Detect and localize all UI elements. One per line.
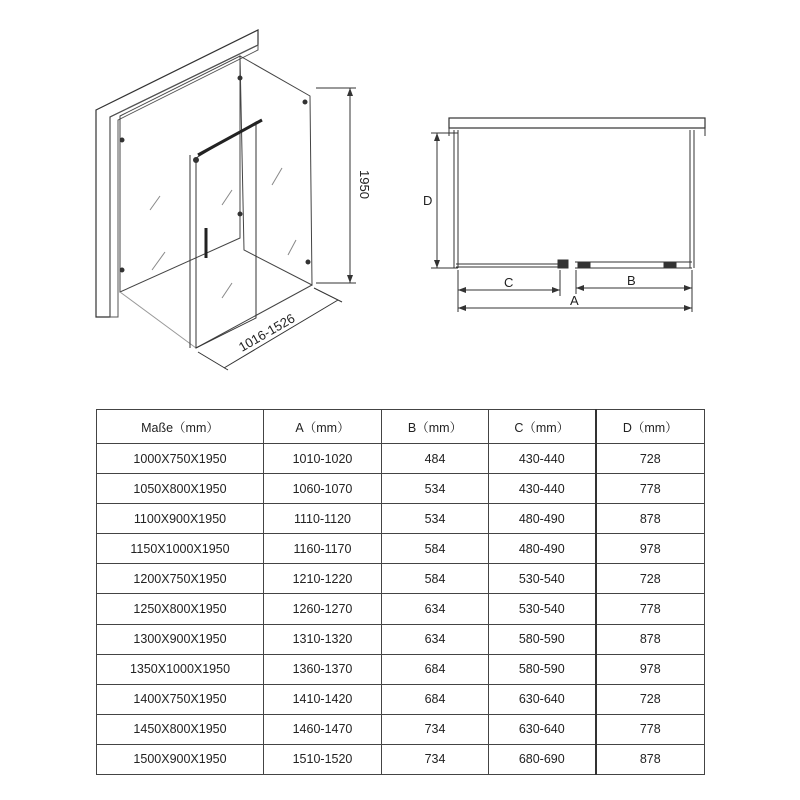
cell-c: 430-440 [489, 474, 596, 504]
cell-d: 778 [596, 474, 705, 504]
table-row [97, 504, 705, 534]
cell-b: 584 [382, 564, 489, 594]
label-a: A [570, 293, 579, 308]
cell-c: 530-540 [489, 594, 596, 624]
cell-b: 634 [382, 624, 489, 654]
header-masse: Maße（mm） [97, 410, 264, 444]
cell-d: 878 [596, 624, 705, 654]
cell-b: 584 [382, 534, 489, 564]
cell-c: 630-640 [489, 714, 596, 744]
label-d: D [423, 193, 433, 208]
table-row [97, 444, 705, 474]
cell-d: 978 [596, 654, 705, 684]
cell-size: 1500X900X1950 [97, 744, 264, 774]
cell-size: 1250X800X1950 [97, 594, 264, 624]
plan-view [431, 118, 705, 312]
cell-b: 684 [382, 684, 489, 714]
width-label: 1016-1526 [236, 310, 298, 355]
cell-d: 778 [596, 714, 705, 744]
cell-d: 978 [596, 534, 705, 564]
table-header-row [97, 410, 705, 444]
cell-a: 1210-1220 [264, 564, 382, 594]
header-b: B（mm） [382, 410, 489, 444]
cell-size: 1300X900X1950 [97, 624, 264, 654]
cell-d: 878 [596, 504, 705, 534]
cell-a: 1010-1020 [264, 444, 382, 474]
table-row [97, 624, 705, 654]
cell-d: 728 [596, 444, 705, 474]
cell-c: 480-490 [489, 534, 596, 564]
cell-size: 1000X750X1950 [97, 444, 264, 474]
cell-d: 728 [596, 564, 705, 594]
cell-b: 734 [382, 714, 489, 744]
table-row [97, 564, 705, 594]
cell-a: 1410-1420 [264, 684, 382, 714]
cell-size: 1100X900X1950 [97, 504, 264, 534]
cell-a: 1060-1070 [264, 474, 382, 504]
width-dimension-line [224, 300, 338, 368]
cell-b: 534 [382, 504, 489, 534]
cell-a: 1510-1520 [264, 744, 382, 774]
side-glass-panel [240, 56, 312, 285]
label-c: C [504, 275, 514, 290]
header-c: C（mm） [489, 410, 596, 444]
cell-size: 1350X1000X1950 [97, 654, 264, 684]
cell-b: 734 [382, 744, 489, 774]
table-body [97, 444, 705, 775]
table-row [97, 474, 705, 504]
table-row [97, 684, 705, 714]
table-row [97, 594, 705, 624]
isometric-shower-view [96, 30, 356, 370]
cell-a: 1110-1120 [264, 504, 382, 534]
cell-size: 1450X800X1950 [97, 714, 264, 744]
cell-b: 484 [382, 444, 489, 474]
height-label: 1950 [357, 170, 372, 199]
cell-d: 878 [596, 744, 705, 774]
table-row [97, 534, 705, 564]
cell-a: 1160-1170 [264, 534, 382, 564]
cell-b: 534 [382, 474, 489, 504]
plan-wall [449, 118, 705, 128]
cell-b: 684 [382, 654, 489, 684]
cell-d: 728 [596, 684, 705, 714]
cell-b: 634 [382, 594, 489, 624]
dimension-table [96, 409, 705, 775]
cell-c: 530-540 [489, 564, 596, 594]
cell-size: 1150X1000X1950 [97, 534, 264, 564]
back-glass-panel [120, 56, 240, 292]
cell-d: 778 [596, 594, 705, 624]
cell-c: 480-490 [489, 504, 596, 534]
cell-c: 680-690 [489, 744, 596, 774]
cell-size: 1400X750X1950 [97, 684, 264, 714]
slide-rail [198, 120, 262, 155]
cell-size: 1050X800X1950 [97, 474, 264, 504]
cell-a: 1460-1470 [264, 714, 382, 744]
cell-c: 580-590 [489, 624, 596, 654]
cell-c: 430-440 [489, 444, 596, 474]
cell-a: 1360-1370 [264, 654, 382, 684]
cell-a: 1310-1320 [264, 624, 382, 654]
table-row [97, 654, 705, 684]
label-b: B [627, 273, 636, 288]
header-a: A（mm） [264, 410, 382, 444]
cell-size: 1200X750X1950 [97, 564, 264, 594]
cell-a: 1260-1270 [264, 594, 382, 624]
cell-c: 580-590 [489, 654, 596, 684]
table-row [97, 744, 705, 774]
header-d: D（mm） [596, 410, 705, 444]
table-row [97, 714, 705, 744]
cell-c: 630-640 [489, 684, 596, 714]
